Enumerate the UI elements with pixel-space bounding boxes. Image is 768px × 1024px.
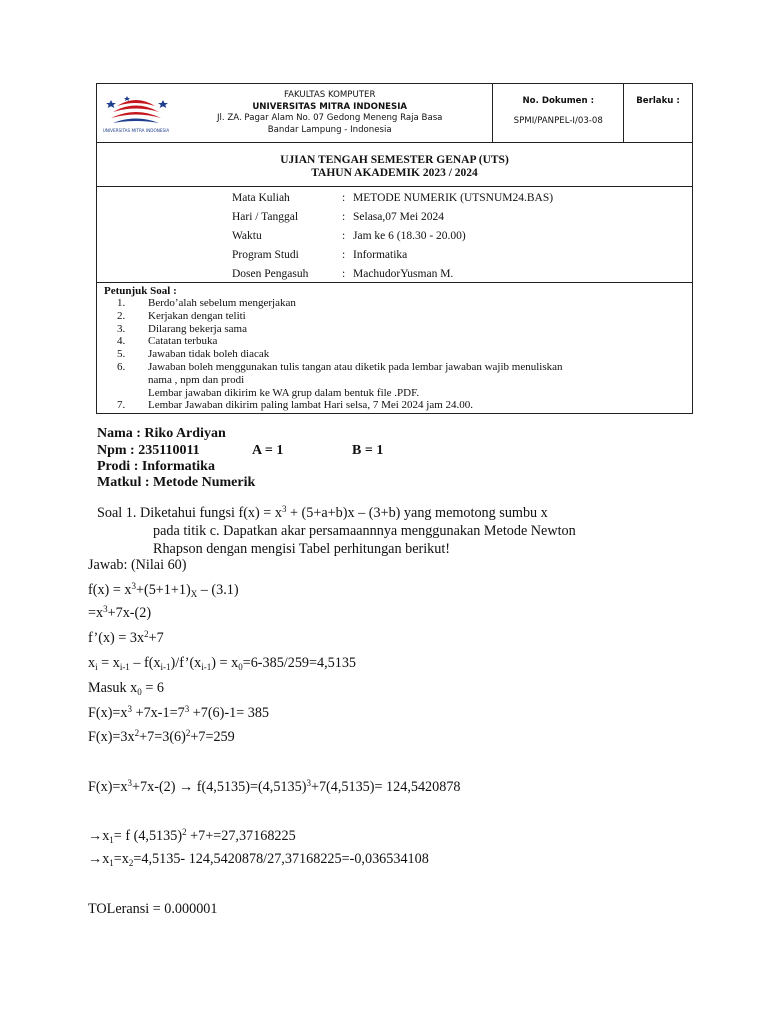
exam-title: UJIAN TENGAH SEMESTER GENAP (UTS) — [280, 154, 509, 166]
faculty-name: FAKULTAS KOMPUTER — [283, 90, 376, 100]
instruction-text: nama , npm dan prodi — [148, 373, 245, 386]
instruction-item — [117, 361, 563, 374]
work-line-simplified: $=x^3+7x-(2)$ — [88, 604, 152, 621]
subject-info-value: MachudorYusman M. — [353, 268, 454, 280]
instructions-cell — [97, 283, 693, 414]
subject-info-label: Mata Kuliah — [232, 192, 290, 204]
answer-heading: Jawab: (Nilai 60) — [88, 557, 187, 573]
subject-info-label: Program Studi — [232, 249, 299, 261]
institution-cell — [97, 84, 493, 143]
subject-info-colon: : — [342, 249, 346, 261]
instruction-text: Kerjakan dengan teliti — [148, 309, 246, 322]
instruction-number: 2. — [117, 309, 126, 322]
instruction-item — [117, 374, 244, 387]
question-line-2: pada titik c. Dapatkan akar persamaannnya menggunakan Metode Newton — [153, 523, 576, 539]
subject-info-colon: : — [342, 230, 346, 242]
instruction-text: Dilarang bekerja sama — [148, 322, 247, 335]
document-number-cell — [493, 84, 624, 143]
instruction-number: 3. — [117, 322, 126, 335]
address-line-2: Bandar Lampung - Indonesia — [267, 124, 392, 135]
question-line-3: Rhapson dengan mengisi Tabel perhitungan berikut! — [153, 541, 451, 557]
document-label: No. Dokumen : — [522, 96, 595, 106]
work-line-fx: $f(x) = x^3+(5+1+1)_X - (3.1)$ — [88, 581, 239, 599]
work-line-fprime-at-6: $F(x)=3x^2+7=3(6)^2+7=259$ — [88, 728, 235, 745]
berlaku-cell — [624, 84, 693, 143]
subject-info-value: Selasa,07 Mei 2024 — [353, 211, 445, 223]
subject-info-label: Waktu — [232, 230, 262, 242]
document-number: SPMI/PANPEL-I/03-08 — [513, 116, 603, 126]
instruction-item — [117, 348, 269, 361]
university-logo — [103, 92, 169, 136]
instruction-item — [117, 310, 246, 323]
address-line-1: Jl. ZA. Pagar Alam No. 07 Gedong Meneng Raja Basa — [216, 113, 443, 123]
instruction-number: 6. — [117, 361, 126, 373]
instruction-item — [117, 399, 473, 412]
subject-info-value: METODE NUMERIK (UTSNUM24.BAS) — [353, 192, 554, 204]
instruction-item — [117, 323, 247, 336]
value-b: B = 1 — [352, 443, 384, 458]
subject-info-label: Dosen Pengasuh — [232, 268, 309, 280]
subject-info-colon: : — [342, 192, 346, 204]
document-header-table — [96, 83, 693, 414]
work-line-initial-guess: Masuk $x_0 = 6$ — [88, 680, 164, 697]
instruction-text: Lembar jawaban dikirim ke WA grup dalam bentuk file .PDF. — [148, 386, 420, 399]
instruction-number: 7. — [117, 399, 126, 412]
instruction-text: Catatan terbuka — [148, 335, 218, 348]
subject-info-value: Jam ke 6 (18.30 - 20.00) — [353, 230, 466, 242]
student-name: Nama : Riko Ardiyan — [97, 426, 226, 441]
instruction-text: Lembar Jawaban dikirim paling lambat Hari selsa, 7 Mei 2024 jam 24.00. — [148, 399, 474, 412]
instruction-item — [117, 387, 419, 400]
work-line-derivative: f’(x) = $3x^2+7$ — [88, 629, 164, 646]
instruction-number: 4. — [117, 335, 126, 348]
work-line-f-at-x1: $F(x)=x^3+7x-(2) \to f(4,5135)=(4,5135)^3+7(4,5135)= 124,5420878$ — [88, 778, 461, 795]
student-npm: Npm : 235110011 — [97, 443, 200, 458]
instruction-item — [117, 335, 217, 348]
subject-info-colon: : — [342, 268, 346, 280]
tolerance-line: TOLeransi = 0.000001 — [88, 901, 218, 917]
academic-year: TAHUN AKADEMIK 2023 / 2024 — [311, 167, 478, 179]
question-line-1: Soal 1. Diketahui fungsi $f(x) = x^3 + (5+a+b)x - (3+b)$ yang memotong sumbu x — [97, 504, 548, 521]
instruction-number: 1. — [117, 297, 126, 309]
university-name: UNIVERSITAS MITRA INDONESIA — [252, 101, 408, 112]
instruction-text: Jawaban boleh menggunakan tulis tangan atau diketik pada lembar jawaban wajib menuliskan — [148, 361, 563, 373]
berlaku-label: Berlaku : — [636, 96, 680, 106]
work-line-fprime-at-x1: $\to x_1= f$ $(4,5135)^2 +7+=27,37168225$ — [88, 827, 296, 845]
instruction-item — [117, 297, 296, 310]
work-line-f-at-6: $F(x)=x^3 +7x-1=7^3 +7(6)-1= 385$ — [88, 704, 270, 721]
instruction-text: Jawaban tidak boleh diacak — [148, 348, 270, 361]
instruction-number: 5. — [117, 348, 126, 361]
subject-info-cell — [97, 187, 693, 283]
exam-title-cell — [97, 143, 693, 187]
logo-text: UNIVERSITAS MITRA INDONESIA — [103, 128, 169, 133]
work-line-newton-formula: $x_i = x_{i-1}$ – $f(x_{i-1})/f’(x_{i-1}) = x_0=6-385/259=4,5135$ — [88, 655, 357, 672]
subject-info-value: Informatika — [353, 249, 408, 261]
value-a: A = 1 — [252, 443, 284, 458]
subject-info-colon: : — [342, 211, 346, 223]
subject-info-label: Hari / Tanggal — [232, 211, 299, 223]
instruction-text: Berdo’alah sebelum mengerjakan — [148, 297, 296, 309]
student-prodi: Prodi : Informatika — [97, 459, 215, 474]
student-matkul: Matkul : Metode Numerik — [97, 475, 256, 490]
instructions-heading: Petunjuk Soal : — [104, 285, 177, 297]
work-line-x2: $\to x_1=x_2=4,5135-$ 124,5420878/27,37168225=-0,036534108 — [88, 851, 429, 868]
